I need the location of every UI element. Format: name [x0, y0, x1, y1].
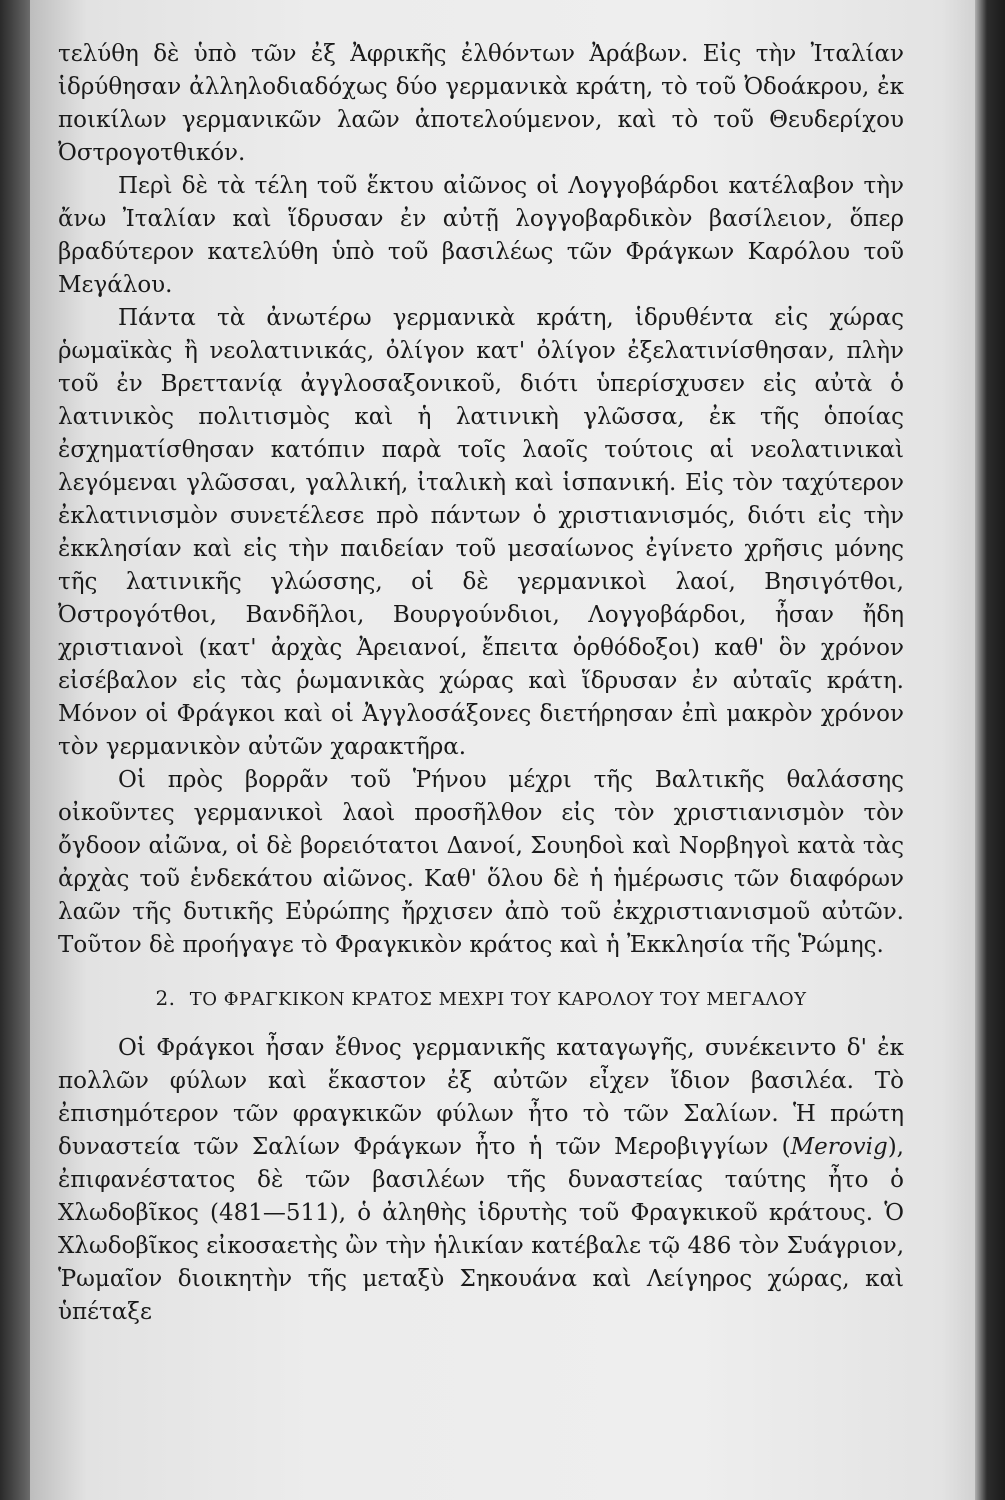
paragraph-franks-part-1: Οἱ Φράγκοι ἦσαν ἔθνος γερμανικῆς καταγωγῆς, συνέκειντο δ' ἐκ πολλῶν φύλων καὶ ἕκαστον ἐξ αὐτῶν εἶχεν ἴδιον βασιλέα. Τὸ ἐπισημότερον τῶν φραγκικῶν φύλων ἦτο τὸ τῶν Σαλίων. Ἡ πρώτη δυναστεία τῶν Σαλίων Φράγκων ἦτο ἡ τῶν Μεροβιγγίων (	[58, 1035, 904, 1160]
paragraph-latinization: Πάντα τὰ ἀνωτέρω γερμανικὰ κράτη, ἱδρυθέντα εἰς χώρας ῥωμαϊκὰς ἢ νεολατινικάς, ὀλίγον κατ' ὀλίγον ἐξελατινίσθησαν, πλὴν τοῦ ἐν Βρεττανίᾳ ἀγγλοσαξονικοῦ, διότι ὑπερίσχυσεν εἰς αὐτὰ ὁ λατινικὸς πολιτισμὸς καὶ ἡ λατινικὴ γλῶσσα, ἐκ τῆς ὁποίας ἐσχηματίσθησαν κατόπιν παρὰ τοῖς λαοῖς τούτοις αἱ νεολατινικαὶ λεγόμεναι γλῶσσαι, γαλλική, ἰταλικὴ καὶ ἱσπανική. Εἰς τὸν ταχύτερον ἐκλατινισμὸν συνετέλεσε πρὸ πάντων ὁ χριστιανισμός, διότι εἰς τὴν ἐκκλησίαν καὶ εἰς τὴν παιδείαν τοῦ μεσαίωνος ἐγίνετο χρῆσις μόνης τῆς λατινικῆς γλώσσης, οἱ δὲ γερμανικοὶ λαοί, Βησιγότθοι, Ὀστρογότθοι, Βανδῆλοι, Βουργούνδιοι, Λογγοβάρδοι, ἦσαν ἤδη χριστιανοὶ (κατ' ἀρχὰς Ἀρειανοί, ἔπειτα ὀρθόδοξοι) καθ' ὃν χρόνον εἰσέβαλον εἰς τὰς ῥωμανικὰς χώρας καὶ ἵδρυσαν ἐν αὐταῖς κράτη. Μόνον οἱ Φράγκοι καὶ οἱ Ἀγγλοσάξονες διετήρησαν ἐπὶ μακρὸν χρόνον τὸν γερμανικὸν αὐτῶν χαρακτῆρα.	[58, 305, 904, 760]
section-number: 2.	[155, 986, 176, 1010]
page-edge	[975, 0, 1005, 1500]
section-heading	[58, 984, 904, 1014]
merovig-term: Merovig	[790, 1134, 888, 1160]
paragraph-continued: τελύθη δὲ ὑπὸ τῶν ἐξ Ἀφρικῆς ἐλθόντων Ἀράβων. Εἰς τὴν Ἰταλίαν ἱδρύθησαν ἀλληλοδιαδόχως δύο γερμανικὰ κράτη, τὸ τοῦ Ὀδοάκρου, ἐκ ποικίλων γερμανικῶν λαῶν ἀποτελούμενον, καὶ τὸ τοῦ Θευδερίχου Ὀστρογοτθικόν.	[58, 41, 904, 166]
paragraph-franks-part-2: ), ἐπιφανέστατος δὲ τῶν βασιλέων τῆς δυναστείας ταύτης ἦτο ὁ Χλωδοβῖκος (481—511), ὁ ἀληθὴς ἱδρυτὴς τοῦ Φραγκικοῦ κράτους. Ὁ Χλωδοβῖκος εἰκοσαετὴς ὢν τὴν ἡλικίαν κατέβαλε τῷ 486 τὸν Συάγριον, Ῥωμαῖον διοικητὴν τῆς μεταξὺ Σηκουάνα καὶ Λείγηρος χώρας, καὶ ὑπέταξε	[58, 1134, 904, 1325]
paragraph-christianization: Οἱ πρὸς βορρᾶν τοῦ Ῥήνου μέχρι τῆς Βαλτικῆς θαλάσσης οἰκοῦντες γερμανικοὶ λαοὶ προσῆλθον εἰς τὸν χριστιανισμὸν τὸν ὄγδοον αἰῶνα, οἱ δὲ βορειότατοι Δανοί, Σουηδοὶ καὶ Νορβηγοὶ κατὰ τὰς ἀρχὰς τοῦ ἑνδεκάτου αἰῶνος. Καθ' ὅλου δὲ ἡ ἡμέρωσις τῶν διαφόρων λαῶν τῆς δυτικῆς Εὐρώπης ἤρχισεν ἀπὸ τοῦ ἐκχριστιανισμοῦ αὐτῶν. Τοῦτον δὲ προήγαγε τὸ Φραγκικὸν κράτος καὶ ἡ Ἐκκλησία τῆς Ῥώμης.	[58, 767, 904, 958]
paragraph-lombards: Περὶ δὲ τὰ τέλη τοῦ ἕκτου αἰῶνος οἱ Λογγοβάρδοι κατέλαβον τὴν ἄνω Ἰταλίαν καὶ ἵδρυσαν ἐν αὐτῇ λογγοβαρδικὸν βασίλειον, ὅπερ βραδύτερον κατελύθη ὑπὸ τοῦ βασιλέως τῶν Φράγκων Καρόλου τοῦ Μεγάλου.	[58, 173, 904, 298]
paragraph-franks	[58, 1032, 904, 1329]
page-text	[58, 38, 904, 1329]
section-title: ΤΟ ΦΡΑΓΚΙΚΟΝ ΚΡΑΤΟΣ ΜΕΧΡΙ ΤΟΥ ΚΑΡΟΛΟΥ ΤΟΥ ΜΕΓΑΛΟΥ	[189, 989, 807, 1010]
